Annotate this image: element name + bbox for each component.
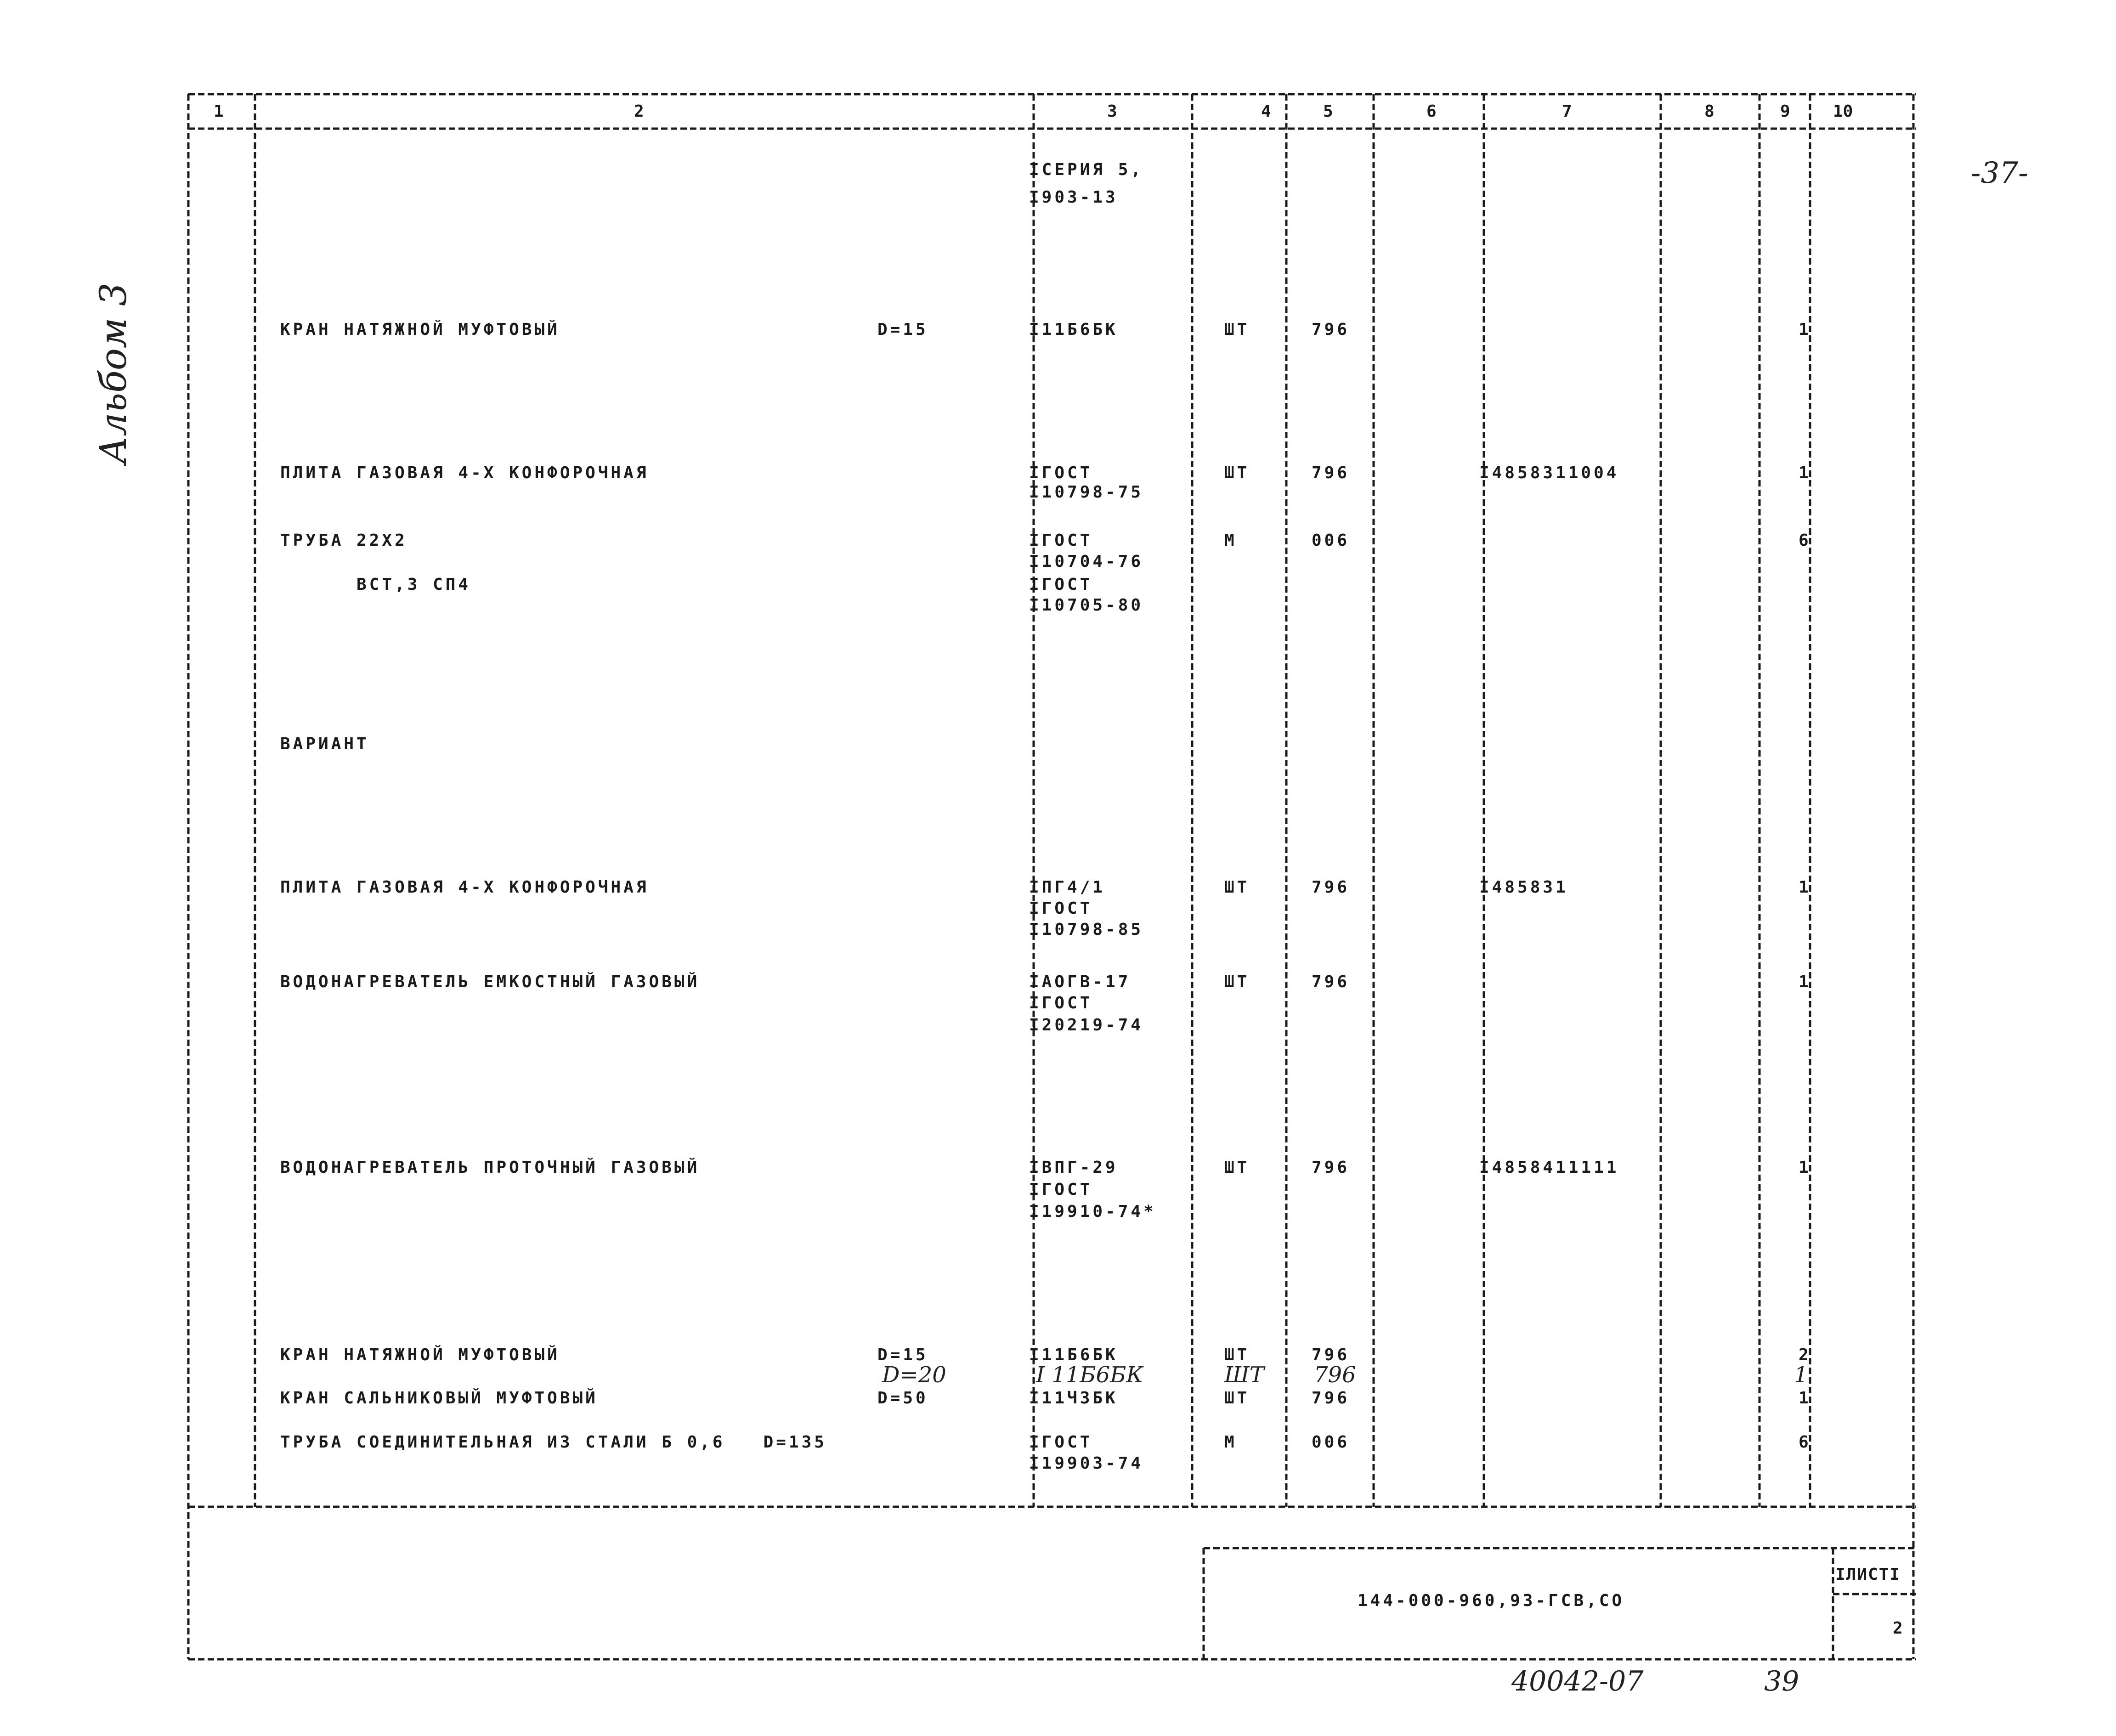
item-name: ВОДОНАГРЕВАТЕЛЬ ЕМКОСТНЫЙ ГАЗОВЫЙ (280, 973, 700, 991)
archive-stamp-number: 39 (1764, 1665, 1799, 1697)
item-unit: ШТ (1224, 320, 1250, 339)
item-standard-doc: IГОСТ (1029, 994, 1093, 1012)
item-unit: ШТ (1224, 973, 1250, 991)
item-quantity: 1 (1799, 1158, 1811, 1177)
item-quantity: 1 (1799, 464, 1811, 482)
item-standard-doc: I10705-80 (1029, 596, 1144, 615)
item-unit: ШТ (1224, 878, 1250, 897)
item-standard-doc: I11Ч3БК (1029, 1389, 1118, 1408)
item-product-code: I485831 (1479, 878, 1568, 897)
archive-stamp: 40042-07 (1511, 1665, 1644, 1697)
handwritten-doc: I 11Б6БК (1036, 1362, 1143, 1388)
item-nominal-diameter: D=15 (877, 320, 928, 339)
col-header-4: 4 (1261, 102, 1271, 121)
col-header-5: 5 (1323, 102, 1333, 121)
item-standard-doc: IГОСТ (1029, 899, 1093, 918)
col-header-1: 1 (214, 102, 224, 121)
item-standard-doc: I10798-75 (1029, 483, 1144, 502)
handwritten-code: 796 (1314, 1362, 1356, 1388)
col-header-9: 9 (1780, 102, 1790, 121)
item-standard-doc: IГОСТ (1029, 575, 1093, 594)
item-product-code: I4858411111 (1479, 1158, 1619, 1177)
item-name: ВАРИАНТ (280, 735, 369, 753)
item-unit: ШТ (1224, 464, 1250, 482)
item-standard-doc: IПГ4/1 (1029, 878, 1106, 897)
sheet-number: 2 (1893, 1619, 1906, 1638)
item-standard-doc: IГОСТ (1029, 464, 1093, 482)
item-standard-doc: I19903-74 (1029, 1454, 1144, 1473)
item-unit-code: 796 (1312, 1346, 1350, 1364)
page-mark: -37- (1971, 156, 2028, 190)
item-standard-doc: ICЕРИЯ 5, (1029, 160, 1144, 179)
item-name: ВОДОНАГРЕВАТЕЛЬ ПРОТОЧНЫЙ ГАЗОВЫЙ (280, 1158, 700, 1177)
document-code: 144-000-960,93-ГСВ,СО (1358, 1591, 1625, 1610)
item-name: КРАН САЛЬНИКОВЫЙ МУФТОВЫЙ (280, 1389, 598, 1408)
handwritten-unit: ШТ (1224, 1362, 1264, 1388)
col-header-3: 3 (1107, 102, 1117, 121)
handwritten-qty: 1 (1794, 1362, 1808, 1388)
item-unit-code: 796 (1312, 320, 1350, 339)
item-unit-code: 006 (1312, 1433, 1350, 1452)
item-unit-code: 796 (1312, 973, 1350, 991)
handwritten-dn: D=20 (882, 1362, 946, 1388)
item-standard-doc: IАОГВ-17 (1029, 973, 1131, 991)
item-unit: ШТ (1224, 1346, 1250, 1364)
item-unit-code: 796 (1312, 1389, 1350, 1408)
item-standard-doc: IГОСТ (1029, 1433, 1093, 1452)
item-unit: М (1224, 1433, 1237, 1452)
item-unit: М (1224, 531, 1237, 550)
item-unit-code: 006 (1312, 531, 1350, 550)
item-unit-code: 796 (1312, 1158, 1350, 1177)
col-header-6: 6 (1426, 102, 1437, 121)
item-standard-doc: IГОСТ (1029, 1180, 1093, 1199)
item-quantity: 2 (1799, 1346, 1811, 1364)
item-name: КРАН НАТЯЖНОЙ МУФТОВЫЙ (280, 320, 560, 339)
col-header-8: 8 (1704, 102, 1714, 121)
item-quantity: 1 (1799, 1389, 1811, 1408)
item-quantity: 1 (1799, 878, 1811, 897)
sheet-label: IЛИСТI (1835, 1565, 1901, 1584)
item-unit: ШТ (1224, 1389, 1250, 1408)
item-standard-doc: IГОСТ (1029, 531, 1093, 550)
item-standard-doc: I10798-85 (1029, 920, 1144, 939)
item-unit-code: 796 (1312, 878, 1350, 897)
item-standard-doc: I903-13 (1029, 188, 1118, 207)
item-standard-doc: I19910-74* (1029, 1202, 1156, 1221)
item-unit-code: 796 (1312, 464, 1350, 482)
item-unit: ШТ (1224, 1158, 1250, 1177)
item-standard-doc: I11Б6БК (1029, 1346, 1118, 1364)
col-header-7: 7 (1562, 102, 1572, 121)
item-standard-doc: I10704-76 (1029, 552, 1144, 571)
item-quantity: 6 (1799, 531, 1811, 550)
item-nominal-diameter: D=15 (877, 1346, 928, 1364)
item-name: ПЛИТА ГАЗОВАЯ 4-Х КОНФОРОЧНАЯ (280, 464, 649, 482)
item-name: ПЛИТА ГАЗОВАЯ 4-Х КОНФОРОЧНАЯ (280, 878, 649, 897)
item-name: КРАН НАТЯЖНОЙ МУФТОВЫЙ (280, 1346, 560, 1364)
item-quantity: 1 (1799, 320, 1811, 339)
item-product-code: I4858311004 (1479, 464, 1619, 482)
item-quantity: 6 (1799, 1433, 1811, 1452)
item-name: ВСТ,3 СП4 (280, 575, 471, 594)
album-label: Альбом 3 (92, 283, 135, 464)
col-header-10: 10 (1833, 102, 1853, 121)
item-standard-doc: I11Б6БК (1029, 320, 1118, 339)
item-nominal-diameter: D=50 (877, 1389, 928, 1408)
item-name: ТРУБА 22Х2 (280, 531, 407, 550)
col-header-2: 2 (634, 102, 644, 121)
item-quantity: 1 (1799, 973, 1811, 991)
item-standard-doc: I20219-74 (1029, 1016, 1144, 1035)
item-standard-doc: IВПГ-29 (1029, 1158, 1118, 1177)
item-name: ТРУБА СОЕДИНИТЕЛЬНАЯ ИЗ СТАЛИ Б 0,6 D=135 (280, 1433, 827, 1452)
